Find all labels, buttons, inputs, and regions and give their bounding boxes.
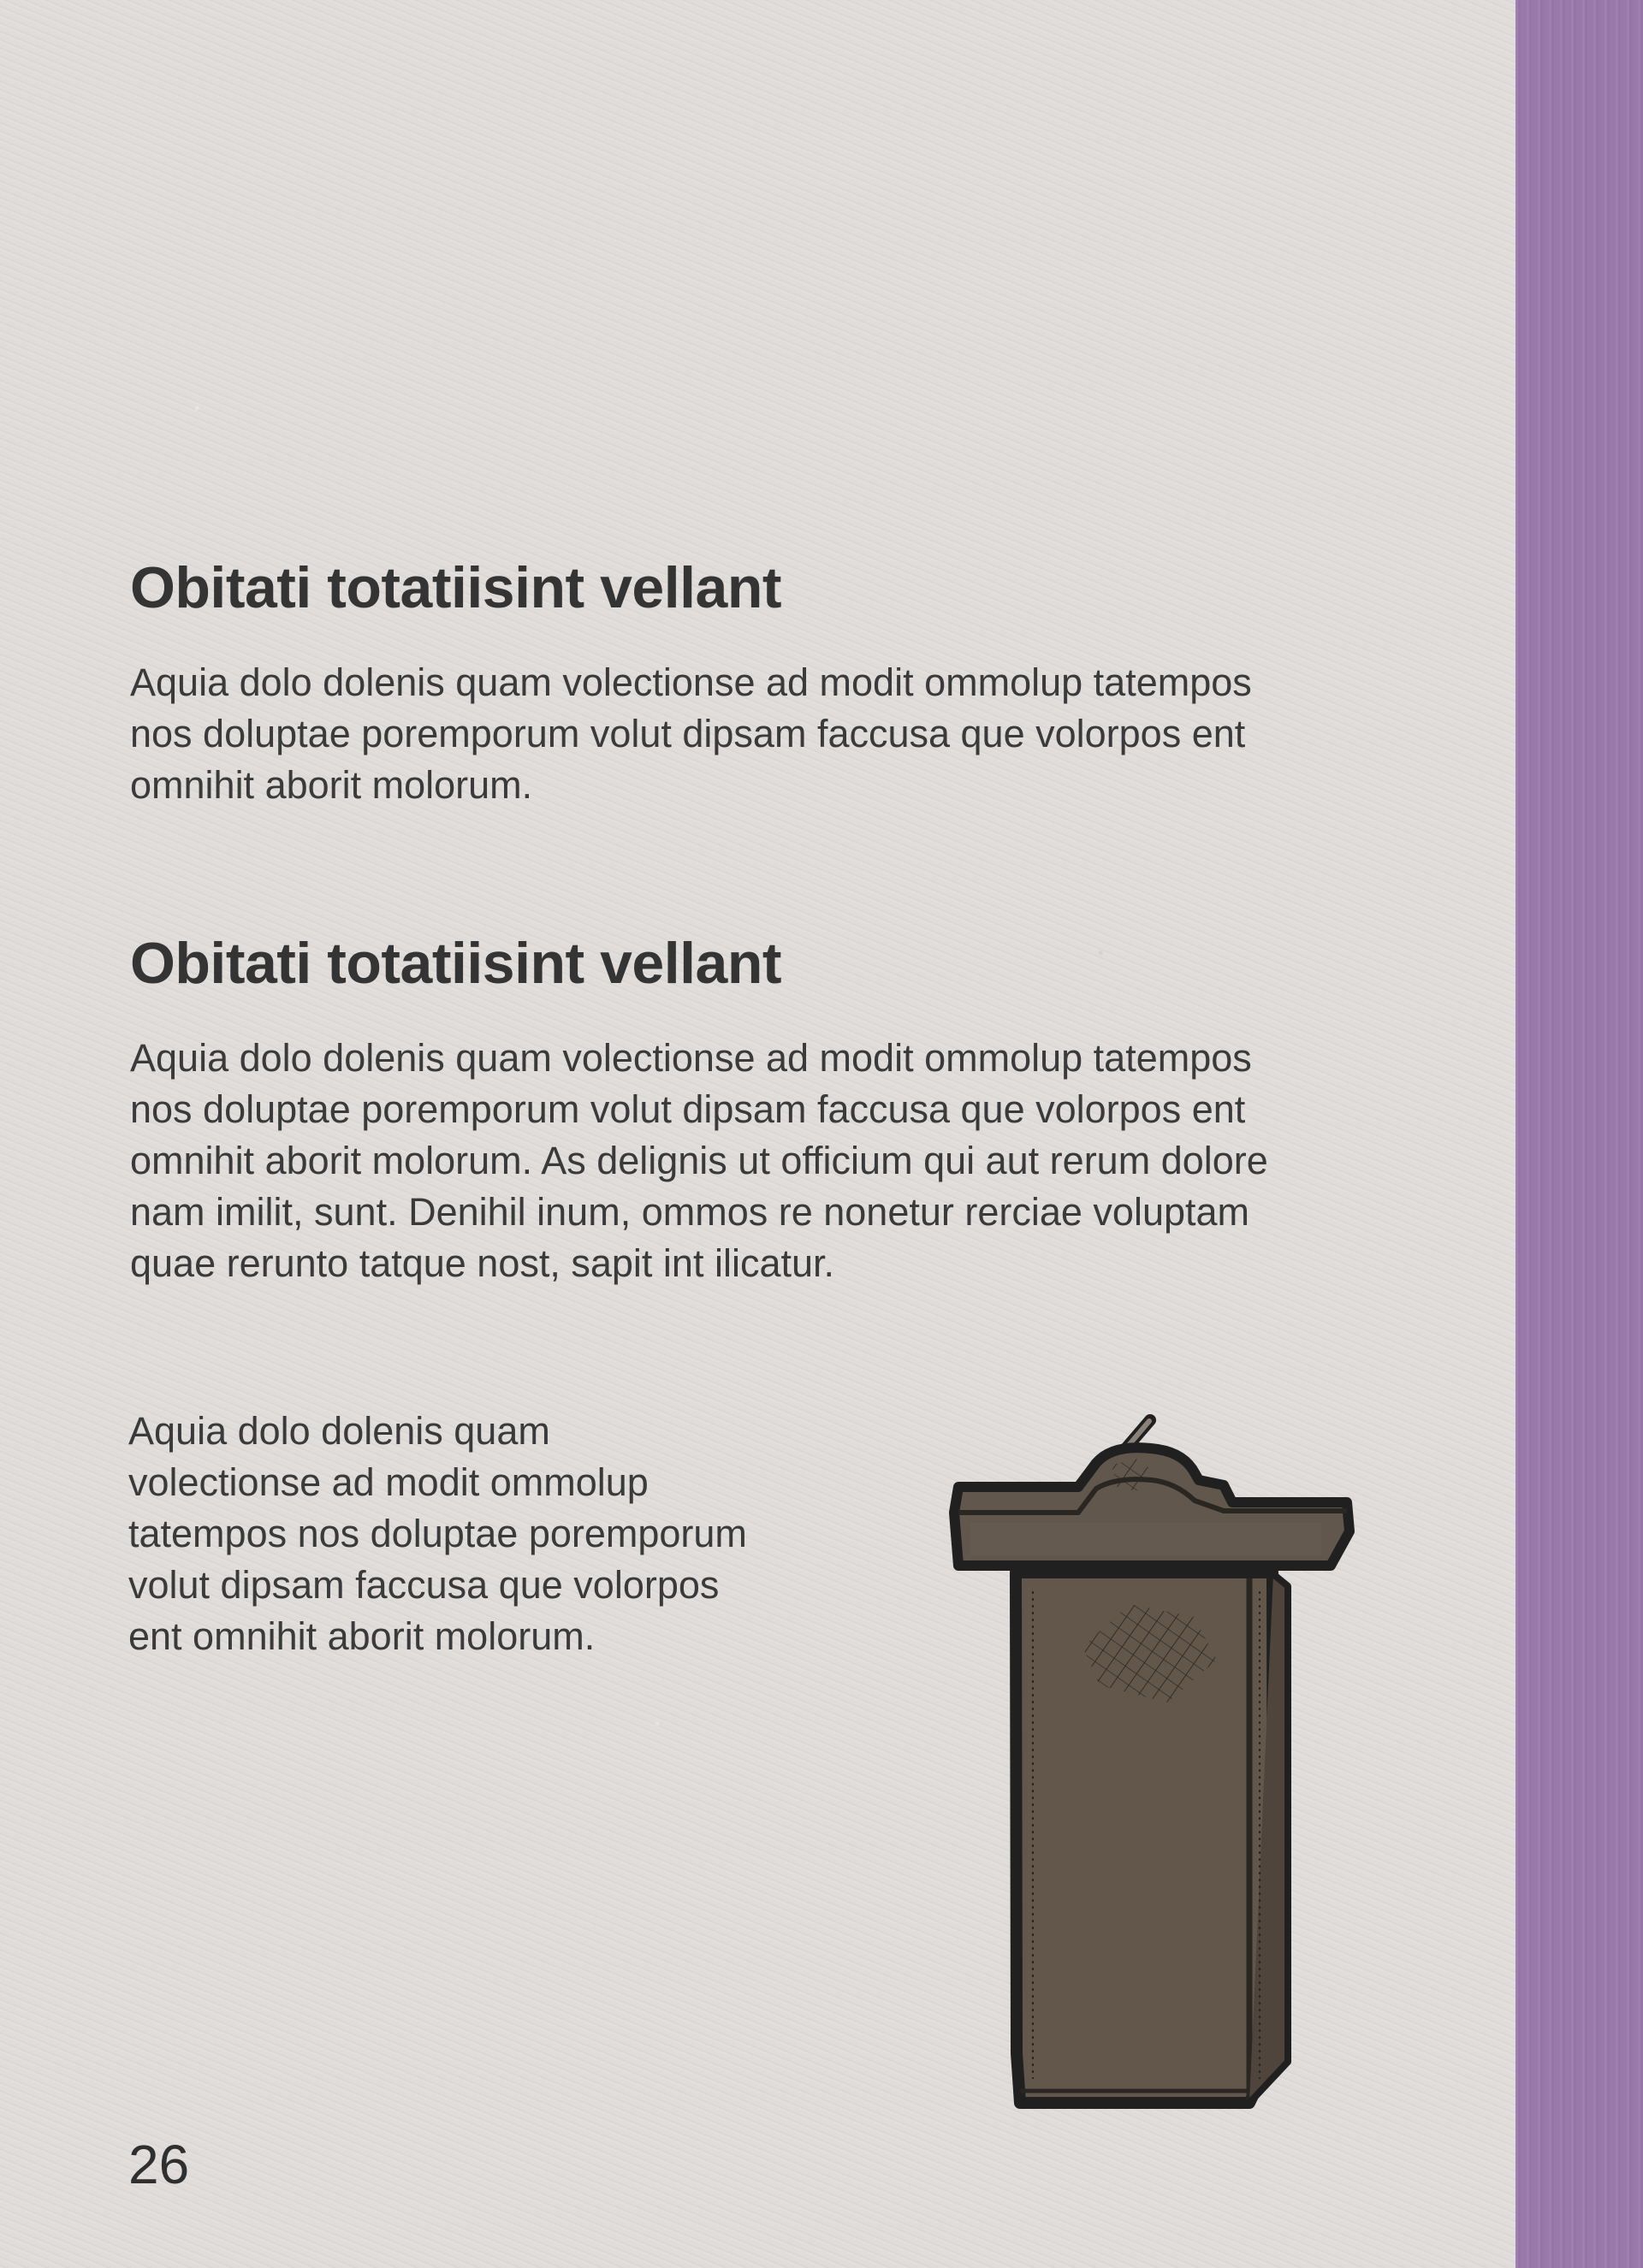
podium-icon <box>941 1403 1369 2113</box>
side-paragraph: Aquia dolo dolenis quam volectionse ad modit ommolup tatempos nos doluptae poremporum volut dipsam faccusa que volorpos ent omnihit aborit molorum. <box>128 1409 747 1658</box>
section-1-heading: Obitati totatiisint vellant <box>130 555 781 620</box>
section-1 <box>130 553 1431 811</box>
section-2-heading: Obitati totatiisint vellant <box>130 931 781 996</box>
page-number: 26 <box>128 2134 190 2195</box>
section-1-paragraph: Aquia dolo dolenis quam volectionse ad modit ommolup tatempos nos doluptae poremporum volut dipsam faccusa que volorpos ent omnihit aborit molorum. <box>130 660 1252 807</box>
section-2-paragraph: Aquia dolo dolenis quam volectionse ad modit ommolup tatempos nos doluptae poremporum volut dipsam faccusa que volorpos ent omnihit aborit molorum. As delignis ut officium qui aut rerum dolore nam imilit, sunt. Denihil inum, ommos re nonetur rerciae voluptam quae rerunto tatque nost, sapit int ilicatur. <box>130 1036 1268 1285</box>
section-2 <box>130 928 1431 1289</box>
purple-side-strip <box>1515 0 1643 2268</box>
